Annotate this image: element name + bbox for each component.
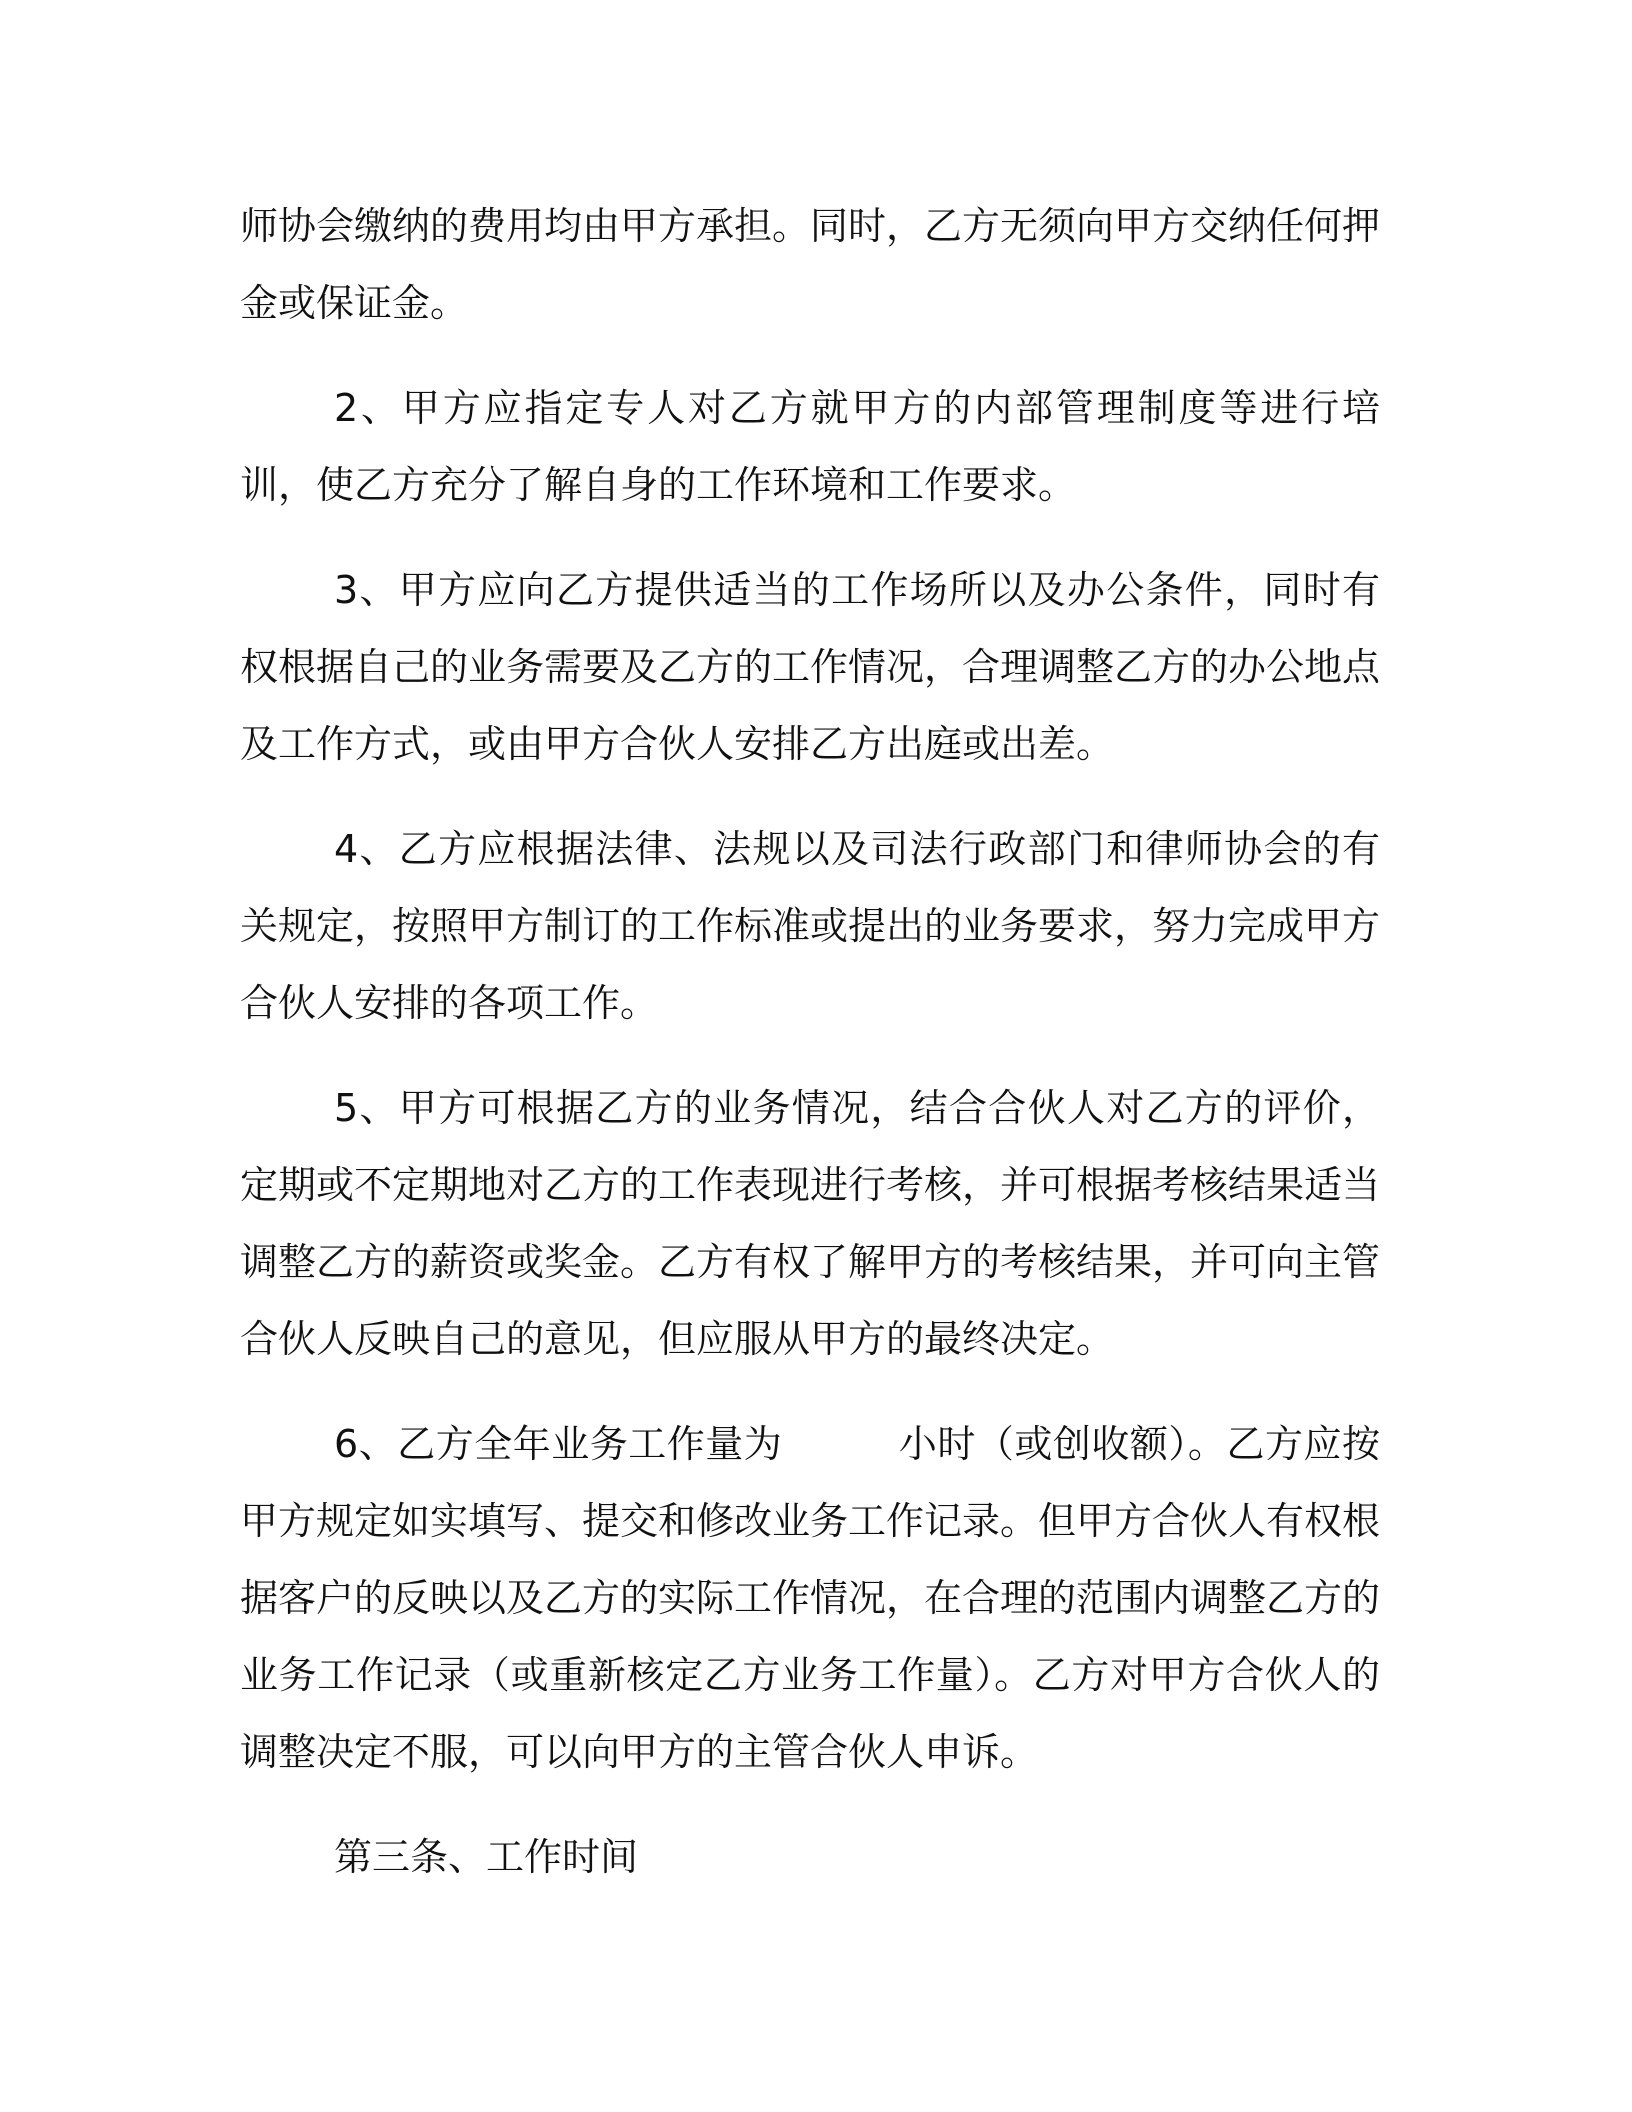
paragraph-clause-3: 3、甲方应向乙方提供适当的工作场所以及办公条件，同时有权根据自己的业务需要及乙方的工作情况，合理调整乙方的办公地点及工作方式，或由甲方合伙人安排乙方出庭或出差。 [240,568,1381,766]
paragraph-clause-5: 5、甲方可根据乙方的业务情况，结合合伙人对乙方的评价，定期或不定期地对乙方的工作表现进行考核，并可根据考核结果适当调整乙方的薪资或奖金。乙方有权了解甲方的考核结果，并可向主管合伙人反映自己的意见，但应服从甲方的最终决定。 [240,1086,1381,1361]
paragraph-clause-4: 4、乙方应根据法律、法规以及司法行政部门和律师协会的有关规定，按照甲方制订的工作标准或提出的业务要求，努力完成甲方合伙人安排的各项工作。 [240,827,1381,1025]
clause-6-text-after-blank: 小时（或创收额）。乙方应按甲方规定如实填写、提交和修改业务工作记录。但甲方合伙人有权根据客户的反映以及乙方的实际工作情况，在合理的范围内调整乙方的业务工作记录（或重新核定乙方业务工作量）。乙方对甲方合伙人的调整决定不服，可以向甲方的主管合伙人申诉。 [240,1422,1381,1774]
paragraph-clause-2: 2、甲方应指定专人对乙方就甲方的内部管理制度等进行培训，使乙方充分了解自身的工作环境和工作要求。 [240,386,1380,507]
section-heading: 第三条、工作时间 [334,1835,639,1879]
clause-6-text-before-blank: 6、乙方全年业务工作量为 [334,1422,783,1466]
paragraph-continuation: 师协会缴纳的费用均由甲方承担。同时，乙方无须向甲方交纳任何押金或保证金。 [240,204,1381,325]
paragraph-clause-6 [240,1406,1380,1791]
document-body [240,188,1380,1896]
